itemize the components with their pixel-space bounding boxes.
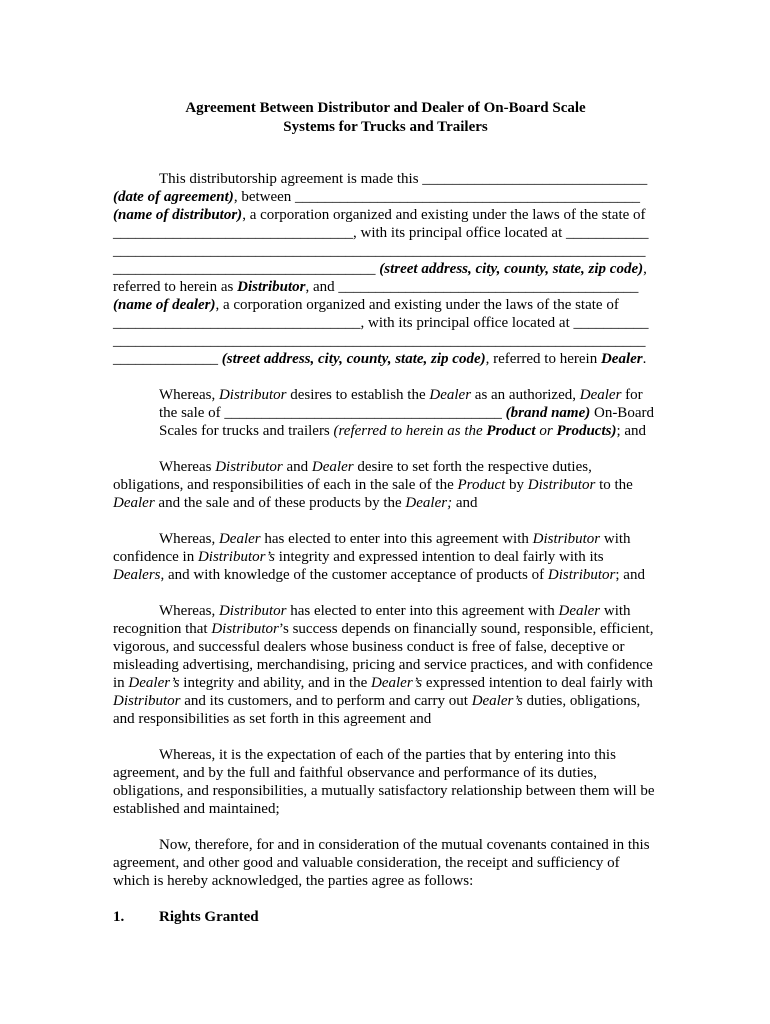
title-line-1: Agreement Between Distributor and Dealer of On-Board Scale: [185, 100, 586, 116]
text-run: Dealer: [311, 459, 354, 475]
text-run: and its customers, and to perform and carry out: [180, 693, 472, 709]
whereas-distributor-elected-paragraph: [113, 602, 658, 728]
opening-line: [113, 206, 658, 224]
text-run: Dealer: [558, 603, 601, 619]
opening-line: [113, 224, 658, 242]
text-run: has elected to enter into this agreement with: [286, 603, 559, 619]
text-run: Distributor: [547, 567, 616, 583]
opening-line: [113, 242, 658, 260]
text-run: Distributor: [527, 477, 596, 493]
text-run: (name of dealer): [113, 297, 216, 313]
opening-line: [113, 278, 658, 296]
text-run: Dealer: [429, 387, 472, 403]
text-run: , between ______________________________________________: [233, 189, 641, 205]
opening-line: [113, 332, 658, 350]
text-run: .: [642, 351, 647, 367]
whereas-brand-line: [159, 422, 658, 440]
text-run: desires to establish the: [286, 387, 430, 403]
document-page: [113, 99, 658, 926]
now-therefore-paragraph: [113, 836, 658, 890]
text-run: ______________: [113, 351, 222, 367]
opening-line: [113, 170, 658, 188]
text-run: Distributor: [218, 603, 287, 619]
section-1-number: 1.: [113, 909, 125, 925]
text-run: with confidence in: [113, 531, 631, 565]
text-run: , and with knowledge of the customer acceptance of products of: [160, 567, 548, 583]
text-run: ,: [643, 261, 647, 277]
text-run: duties, obligations, and responsibilities as set forth in this agreement and: [113, 693, 641, 727]
text-run: Distributor’s: [197, 549, 275, 565]
text-run: Products): [556, 423, 617, 439]
whereas-expectation-paragraph: [113, 746, 658, 818]
opening-line: [113, 350, 658, 368]
text-run: for: [621, 387, 643, 403]
text-run: (name of distributor): [113, 207, 243, 223]
text-run: ________________________________, with its principal office located at ___________: [113, 225, 649, 241]
text-run: This distributorship agreement is made this ______________________________: [159, 171, 648, 187]
text-run: (referred to herein as the: [333, 423, 487, 439]
text-run: has elected to enter into this agreement with: [260, 531, 533, 547]
text-run: expressed intention to deal fairly with: [422, 675, 653, 691]
text-run: integrity and expressed intention to deal fairly with its: [274, 549, 604, 565]
whereas-duties-paragraph: [113, 458, 658, 512]
text-run: or: [535, 423, 557, 439]
text-run: Whereas, it is the expectation of each of the parties that by entering into this agreement, and by the full and faithful observance and performance of its duties, obligations, and responsibilities, a mutually satisfactory relationship between them will be established and maintained;: [113, 747, 655, 817]
whereas-brand-paragraph: [159, 386, 658, 440]
text-run: Dealer’s: [371, 675, 423, 691]
text-run: ’s success depends on financially sound, responsible, efficient, vigorous, and successful dealers whose business conduct is free of false, deceptive or misleading advertising, merchandising, pricing and service practices, and with confidence in: [113, 621, 654, 691]
text-run: Dealers: [113, 567, 161, 583]
text-run: and: [282, 459, 312, 475]
text-run: Whereas,: [159, 603, 219, 619]
text-run: and: [452, 495, 478, 511]
text-run: as an authorized,: [471, 387, 580, 403]
text-run: by: [505, 477, 528, 493]
text-run: (street address, city, county, state, zip code): [221, 351, 486, 367]
text-run: Dealer;: [405, 495, 453, 511]
opening-line: [113, 260, 658, 278]
text-run: Whereas,: [159, 531, 219, 547]
text-run: _______________________________________________________________________: [113, 333, 646, 349]
text-run: Dealer’s: [128, 675, 180, 691]
text-run: Dealer: [113, 495, 155, 511]
text-run: Product: [486, 423, 536, 439]
text-run: desire to set forth the respective duties, obligations, and responsibilities of each in the sale of the: [113, 459, 592, 493]
text-run: Distributor: [532, 531, 601, 547]
text-run: Distributor: [113, 693, 181, 709]
text-run: Dealer: [600, 351, 643, 367]
text-run: Distributor: [215, 459, 283, 475]
text-run: integrity and ability, and in the: [179, 675, 372, 691]
text-run: On-Board: [590, 405, 654, 421]
whereas-brand-line: [159, 386, 658, 404]
text-run: the sale of _____________________________________: [159, 405, 506, 421]
text-run: to the: [595, 477, 633, 493]
section-1-heading: [113, 908, 658, 926]
text-run: , referred to herein: [485, 351, 601, 367]
document-title: [113, 99, 658, 137]
text-run: , and ________________________________________: [305, 279, 639, 295]
opening-line: [113, 296, 658, 314]
text-run: Dealer’s: [471, 693, 523, 709]
whereas-dealer-elected-paragraph: [113, 530, 658, 584]
text-run: Product: [457, 477, 506, 493]
text-run: with recognition that: [113, 603, 631, 637]
text-run: Whereas: [159, 459, 216, 475]
text-run: ___________________________________: [113, 261, 380, 277]
text-run: (street address, city, county, state, zip code): [379, 261, 644, 277]
text-run: Dealer: [579, 387, 622, 403]
text-run: _______________________________________________________________________: [113, 243, 646, 259]
text-run: (date of agreement): [113, 189, 234, 205]
title-line-2: Systems for Trucks and Trailers: [283, 119, 488, 135]
text-run: (brand name): [505, 405, 591, 421]
text-run: _________________________________, with its principal office located at __________: [113, 315, 649, 331]
text-run: Dealer: [218, 531, 261, 547]
text-run: ; and: [616, 423, 647, 439]
opening-line: [113, 188, 658, 206]
text-run: Distributor: [218, 387, 287, 403]
text-run: and the sale and of these products by the: [154, 495, 406, 511]
opening-paragraph: [113, 170, 658, 368]
text-run: , a corporation organized and existing under the laws of the state of: [242, 207, 646, 223]
text-run: Scales for trucks and trailers: [159, 423, 334, 439]
text-run: referred to herein as: [113, 279, 238, 295]
section-1-title: Rights Granted: [159, 909, 259, 925]
text-run: ; and: [615, 567, 645, 583]
opening-line: [113, 314, 658, 332]
text-run: , a corporation organized and existing under the laws of the state of: [215, 297, 619, 313]
text-run: Distributor: [237, 279, 306, 295]
whereas-brand-line: [159, 404, 658, 422]
text-run: Now, therefore, for and in consideration of the mutual covenants contained in this agreement, and other good and valuable consideration, the receipt and sufficiency of which is hereby acknowledged, the parties agree as follows:: [113, 837, 650, 889]
text-run: Whereas,: [159, 387, 219, 403]
text-run: Distributor: [211, 621, 279, 637]
